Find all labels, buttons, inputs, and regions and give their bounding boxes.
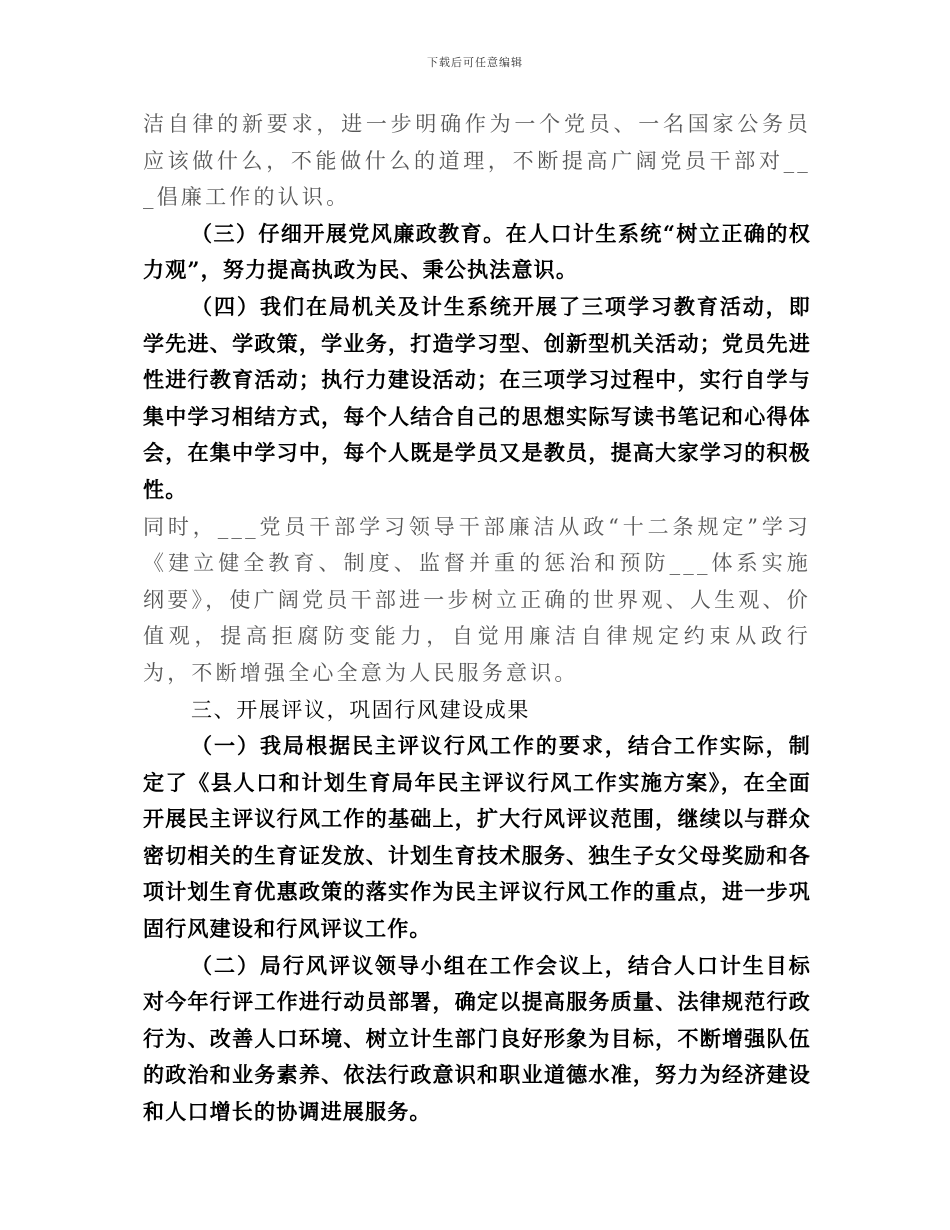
paragraph-4: 同时，___党员干部学习领导干部廉洁从政“十二条规定”学习《建立健全教育、制度、监督并重的惩治和预防___体系实施纲要》，使广阔党员干部进一步树立正确的世界观、人生观、价值观，提高拒腐防变能力，自觉用廉洁自律规定约束从政行为，不断增强全心全意为人民服务意识。	[143, 514, 811, 685]
paragraph-3: （四）我们在局机关及计生系统开展了三项学习教育活动，即学先进、学政策，学业务，打造学习型、创新型机关活动；党员先进性进行教育活动；执行力建设活动；在三项学习过程中，实行自学与集中学习相结方式，每个人结合自己的思想实际写读书笔记和心得体会，在集中学习中，每个人既是学员又是教员，提高大家学习的积极性。	[143, 293, 811, 502]
paragraph-2: （三）仔细开展党风廉政教育。在人口计生系统“树立正确的权力观”，努力提高执政为民、秉公执法意识。	[143, 220, 811, 283]
paragraph-6: （二）局行风评议领导小组在工作会议上，结合人口计生目标对今年行评工作进行动员部署，确定以提高服务质量、法律规范行政行为、改善人口环境、树立计生部门良好形象为目标，不断增强队伍的政治和业务素养、依法行政意识和职业道德水准，努力为经济建设和人口增长的协调进展服务。	[143, 952, 811, 1125]
page-header: 下载后可任意编辑	[427, 56, 523, 69]
section-heading: 三、开展评议，巩固行风建设成果	[191, 697, 530, 722]
document-body	[143, 106, 811, 1131]
paragraph-5: （一）我局根据民主评议行风工作的要求，结合工作实际，制定了《县人口和计划生育局年民主评议行风工作实施方案》，在全面开展民主评议行风工作的基础上，扩大行风评议范围，继续以与群众密切相关的生育证发放、计划生育技术服务、独生子女父母奖励和各项计划生育优惠政策的落实作为民主评议行风工作的重点，进一步巩固行风建设和行风评议工作。	[143, 733, 811, 942]
paragraph-1: 洁自律的新要求，进一步明确作为一个党员、一名国家公务员应该做什么，不能做什么的道理，不断提高广阔党员干部对___倡廉工作的认识。	[143, 112, 811, 210]
